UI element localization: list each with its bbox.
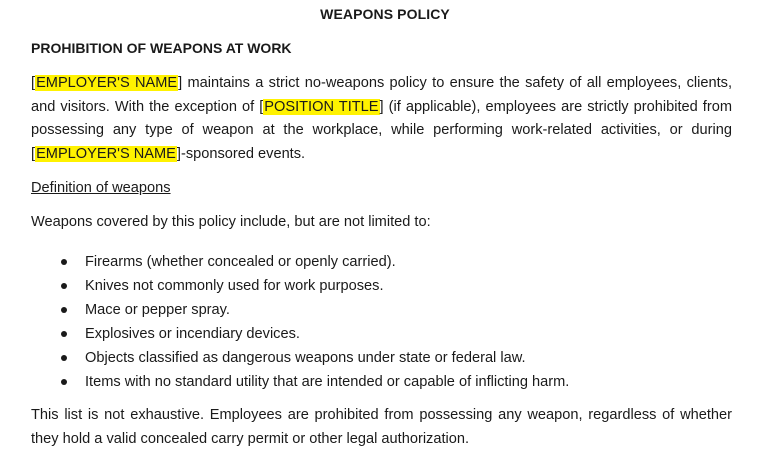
- weapons-list: [0, 250, 770, 394]
- list-item-text: Items with no standard utility that are intended or capable of inflicting harm.: [85, 374, 570, 390]
- section-heading: PROHIBITION OF WEAPONS AT WORK: [31, 40, 292, 56]
- bullet-icon: [61, 379, 67, 385]
- policy-paragraph: [EMPLOYER'S NAME] maintains a strict no-weapons policy to ensure the safety of all employees, clients, and visitors. With the exception of [POSITION TITLE] (if applicable), employees are strictly prohibited from possessing any type of weapon at the workplace, while performing work-related activities, or during [EMPLOYER'S NAME]-sponsored events.: [31, 75, 732, 162]
- employer-name-placeholder: EMPLOYER'S NAME: [36, 145, 176, 162]
- position-title-placeholder: POSITION TITLE: [264, 98, 379, 115]
- paragraph-text: (if applicable), employees are strictly prohibited from possessing any type of weapon at the workplace, while performing work-related activities, or during: [31, 98, 732, 138]
- list-item: [0, 298, 770, 322]
- paragraph-text: -sponsored events.: [180, 145, 306, 162]
- bullet-icon: [61, 259, 67, 265]
- document-title: WEAPONS POLICY: [320, 6, 450, 22]
- bullet-icon: [61, 307, 67, 313]
- employer-name-placeholder: EMPLOYER'S NAME: [36, 75, 178, 91]
- definition-subheading: Definition of weapons: [31, 180, 171, 196]
- list-item-text: Objects classified as dangerous weapons under state or federal law.: [85, 350, 526, 366]
- list-item-text: Mace or pepper spray.: [85, 302, 230, 318]
- list-item: [0, 346, 770, 370]
- bullet-icon: [61, 331, 67, 337]
- list-item: [0, 274, 770, 298]
- list-item: [0, 322, 770, 346]
- bullet-icon: [61, 355, 67, 361]
- paragraph-text: maintains a strict no-weapons policy to ensure the safety of all employees, clients, and visitors. With the exception of: [31, 75, 732, 115]
- bullet-icon: [61, 283, 67, 289]
- list-item-text: Explosives or incendiary devices.: [85, 326, 300, 342]
- list-item: [0, 250, 770, 274]
- closing-paragraph: This list is not exhaustive. Employees are prohibited from possessing any weapon, regardless of whether they hold a valid concealed carry permit or other legal authorization.: [31, 407, 732, 447]
- definition-intro: Weapons covered by this policy include, but are not limited to:: [31, 214, 431, 230]
- list-item-text: Knives not commonly used for work purposes.: [85, 278, 384, 294]
- list-item: [0, 370, 770, 394]
- list-item-text: Firearms (whether concealed or openly carried).: [85, 254, 396, 270]
